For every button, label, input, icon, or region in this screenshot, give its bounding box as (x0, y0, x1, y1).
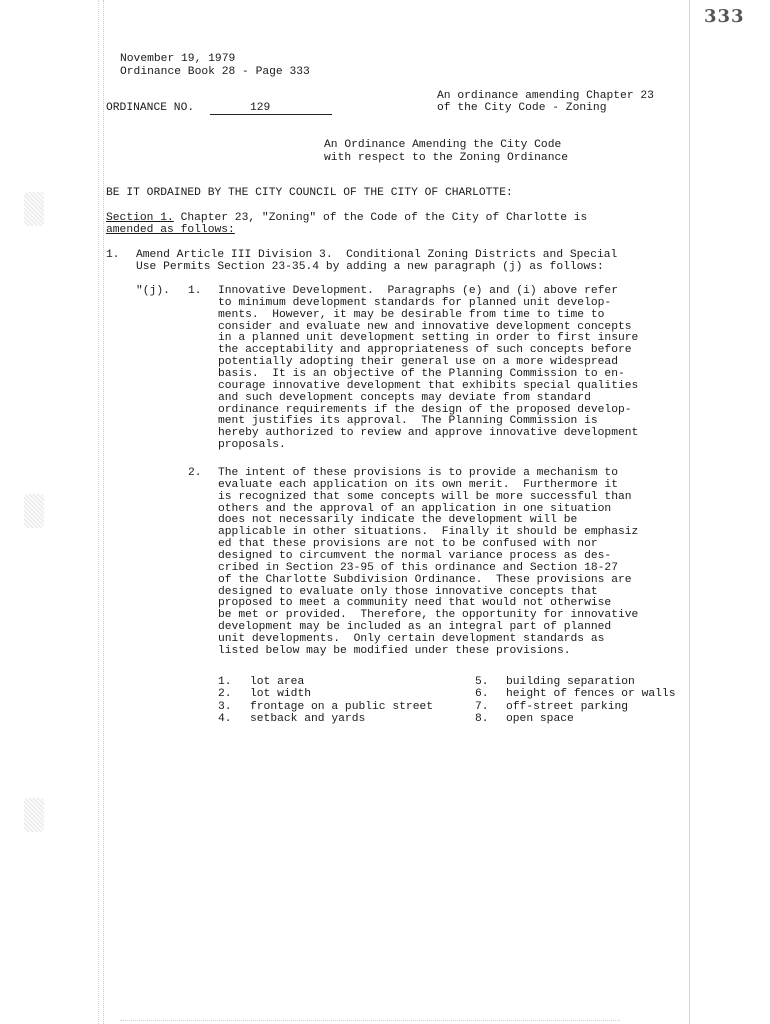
body-text-line: hereby authorized to review and approve innovative development (218, 427, 639, 440)
body-text-line: development may be included as an integral part of planned (218, 621, 612, 634)
body-text-line: ments. However, it may be desirable from time to time to (218, 308, 605, 321)
body-text-line: the acceptability and appropriateness of such concepts before (218, 344, 632, 357)
body-text-line: listed below may be modified under these provisions. (218, 644, 571, 657)
body-text-line: does not necessarily indicate the development will be (218, 514, 578, 527)
title-line-2: with respect to the Zoning Ordinance (324, 152, 569, 164)
standard-number: 3. (218, 700, 232, 713)
standard-number: 2. (218, 688, 232, 701)
paragraph-j-1-number: 1. (188, 285, 202, 297)
item-1-line-2: Use Permits Section 23-35.4 by adding a new paragraph (j) as follows: (136, 261, 604, 273)
section-1-text: Chapter 23, "Zoning" of the Code of the City of Charlotte is (173, 212, 588, 224)
section-1-line-2: amended as follows: (106, 224, 235, 236)
standard-item: lot area (250, 676, 305, 688)
right-margin-line (689, 0, 690, 1024)
body-text-line: evaluate each application on its own merit. Furthermore it (218, 478, 618, 491)
body-text-line: ordinance requirements if the design of the proposed develop- (218, 403, 632, 416)
standard-number: 4. (218, 713, 232, 726)
stamped-page-number: 333 (704, 6, 745, 27)
body-text-line: unit developments. Only certain development standards as (218, 632, 605, 645)
bottom-edge-line (120, 1020, 620, 1021)
standard-item: off-street parking (506, 700, 629, 713)
body-text-line: designed to evaluate only those innovative concepts that (218, 585, 598, 598)
body-text-line: ment justifies its approval. The Planning Commission is (218, 415, 598, 428)
item-1-number: 1. (106, 249, 120, 261)
body-text-line: consider and evaluate new and innovative development concepts (218, 320, 632, 333)
binder-hole-mark (24, 192, 44, 226)
section-1-label: Section 1. (106, 212, 174, 224)
body-text-line: potentially adopting their general use on a more widespread (218, 356, 618, 369)
body-text-line: The intent of these provisions is to provide a mechanism to (218, 467, 618, 479)
body-text-line: be met or provided. Therefore, the opportunity for innovative (218, 609, 639, 622)
binder-hole-mark (24, 494, 44, 528)
body-text-line: others and the approval of an application in one situation (218, 502, 612, 515)
caption-line-1: An ordinance amending Chapter 23 (437, 90, 654, 102)
title-line-1: An Ordinance Amending the City Code (324, 139, 562, 151)
body-text-line: to minimum development standards for planned unit develop- (218, 296, 612, 309)
section-1-line-1 (106, 212, 587, 224)
body-text-line: courage innovative development that exhibits special qualities (218, 379, 639, 392)
standard-item: lot width (250, 688, 312, 701)
standard-number: 6. (475, 688, 489, 701)
body-text-line: in a planned unit development setting in order to first insure (218, 332, 639, 345)
ordinance-number-label: ORDINANCE NO. (106, 102, 195, 114)
body-text-line: designed to circumvent the normal variance process as des- (218, 549, 612, 562)
paragraph-j-2-number: 2. (188, 467, 202, 479)
standard-item: building separation (506, 676, 635, 688)
body-text-line: cribed in Section 23-95 of this ordinance and Section 18-27 (218, 561, 618, 574)
item-1-line-1: Amend Article III Division 3. Conditional Zoning Districts and Special (136, 249, 618, 261)
scan-artifact-line (98, 0, 100, 1024)
body-text-line: proposed to meet a community need that would not otherwise (218, 597, 612, 610)
left-margin-line (103, 0, 104, 1024)
standard-number: 8. (475, 713, 489, 726)
header-book-page: Ordinance Book 28 - Page 333 (120, 66, 310, 78)
enactment-clause: BE IT ORDAINED BY THE CITY COUNCIL OF THE CITY OF CHARLOTTE: (106, 187, 513, 199)
body-text-line: applicable in other situations. Finally it should be emphasiz (218, 526, 639, 539)
body-text-line: and such development concepts may deviate from standard (218, 391, 591, 404)
body-text-line: is recognized that some concepts will be more successful than (218, 490, 632, 503)
body-text-line: basis. It is an objective of the Planning Commission to en- (218, 367, 625, 380)
body-text-line: of the Charlotte Subdivision Ordinance. These provisions are (218, 573, 632, 586)
body-text-line: Innovative Development. Paragraphs (e) and (i) above refer (218, 285, 618, 297)
binder-hole-mark (24, 798, 44, 832)
standard-number: 7. (475, 700, 489, 713)
caption-line-2: of the City Code - Zoning (437, 102, 607, 114)
body-text-line: proposals. (218, 439, 286, 452)
standard-item: open space (506, 713, 574, 726)
paragraph-j-label: "(j). (136, 285, 170, 297)
standard-number: 1. (218, 676, 232, 688)
standard-item: setback and yards (250, 713, 366, 726)
header-date: November 19, 1979 (120, 53, 236, 65)
standard-item: height of fences or walls (506, 688, 676, 701)
body-text-line: ed that these provisions are not to be confused with nor (218, 538, 598, 551)
standard-number: 5. (475, 676, 489, 688)
ordinance-number-field: 129 (210, 102, 332, 115)
standard-item: frontage on a public street (250, 700, 434, 713)
